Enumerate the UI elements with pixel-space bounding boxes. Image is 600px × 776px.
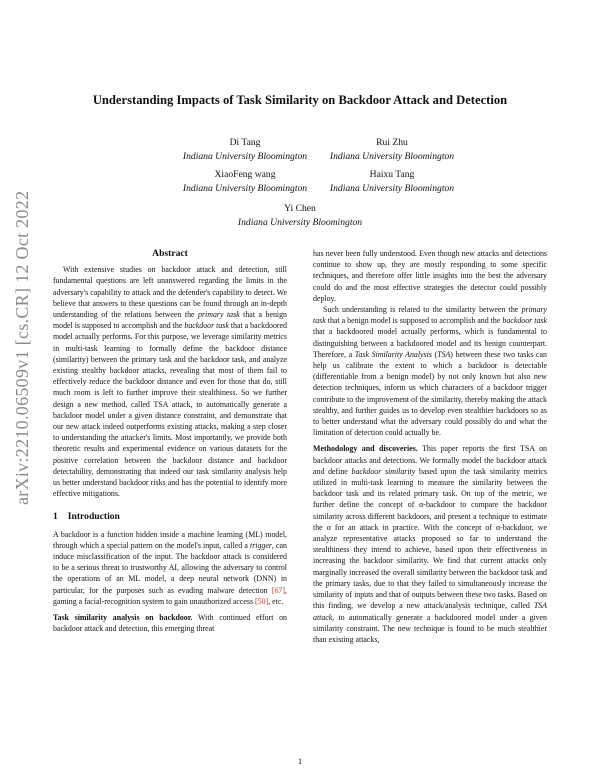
author-affiliation: Indiana University Bloomington [329, 151, 455, 162]
abstract-paragraph: With extensive studies on backdoor attack and detection, still fundamental questions are left unanswered regarding the limits in the adversary's capability to attack and the defender's capability to detect. We believe that answers to these questions can be found through an in-depth understanding of the relations between the primary task that a benign model is supposed to accomplish and the backdoor task that a backdoored model actually performs. For this purpose, we leverage similarity metrics in multi-task learning to formally define the backdoor distance (similarity) between the primary task and the backdoor task, and analyze existing stealthy backdoor attacks, revealing that most of them fail to effectively reduce the backdoor distance and even for those that do, still much room is left to further improve their stealthiness. So we further design a new method, called TSA attack, to automatically generate a backdoor model under a given distance constraint, and demonstrate that our new attack indeed outperforms existing attacks, making a step closer to understanding the attacker's limits. Most importantly, we provide both theoretic results and experimental evidence on various datasets for the positive correlation between the backdoor distance and backdoor detectability, demonstrating that indeed our task similarity analysis help us better understand backdoor risks and has the potential to identify more effective mitigations. [53, 265, 287, 499]
author-affiliation: Indiana University Bloomington [329, 183, 455, 194]
right-paragraph-1: has never been fully understood. Even though new attacks and detections continue to show up, they are mostly responding to some specific techniques, and therefore offer little insights into the best the adversary could do and the most effective strategies the detector could possibly deploy. [313, 249, 547, 303]
author-name: XiaoFeng wang [214, 169, 276, 180]
abstract-heading: Abstract [152, 248, 188, 259]
author-name: Haixu Tang [369, 169, 415, 180]
author-block-5 [200, 202, 400, 230]
author-affiliation: Indiana University Bloomington [182, 183, 308, 194]
author-affiliation: Indiana University Bloomington [237, 217, 363, 228]
left-column [53, 248, 287, 635]
right-column [313, 248, 547, 645]
citation-link[interactable]: [67] [271, 585, 286, 595]
section-heading-introduction: 1 Introduction [53, 511, 120, 523]
author-block-4 [292, 168, 492, 196]
citation-link[interactable]: [50] [255, 596, 269, 606]
author-name: Di Tang [229, 137, 261, 148]
arxiv-identifier-stamp: arXiv:2210.06509v1 [cs.CR] 12 Oct 2022 [12, 190, 32, 505]
paper-title: Understanding Impacts of Task Similarity on Backdoor Attack and Detection [92, 93, 508, 107]
right-paragraph-2: Such understanding is related to the similarity between the primary task that a benign model is supposed to accomplish and the backdoor task that a backdoored model actually performs, which is fundamental to distinguishing between a backdoored model and its benign counterpart. Therefore, a Task Similarity Analysis (TSA) between these two tasks can help us calibrate the extent to which a backdoor is detectable (differentiable from a benign model) by not only known but also new detection techniques, inform us which characters of a backdoor trigger contribute to the improvement of the similarity, thereby making the attack stealthy, and further guides us to develop even stealthier backdoors so as to better understand what the adversary could possibly do and what the limitation of detection could actually be. [313, 305, 547, 438]
intro-paragraph-2: Task similarity analysis on backdoor. With continued effort on backdoor attack and detection, this emerging threat [53, 613, 287, 634]
page-number: 1 [297, 756, 303, 766]
author-affiliation: Indiana University Bloomington [182, 151, 308, 162]
intro-paragraph-1: A backdoor is a function hidden inside a machine learning (ML) model, through which a special pattern on the model's input, called a trigger, can induce misclassification of the input. The backdoor attack is considered to be a serious threat to trustworthy AI, allowing the adversary to control the operations of an ML model, a deep neural network (DNN) in particular, for the purposes such as evading malware detection [67], gaming a facial-recognition system to gain unauthorized access [50], etc. [53, 529, 287, 606]
methodology-paragraph: Methodology and discoveries. This paper reports the first TSA on backdoor attacks and detections. We formally model the backdoor attack and define backdoor similarity based upon the task similarity metrics utilized in multi-task learning to measure the similarity between the backdoor task and its related primary task. On top of the metric, we further define the concept of α-backdoor to compare the backdoor similarity across different backdoors, and present a technique to estimate the α for an attack in practice. With the concept of α-backdoor, we analyze representative attacks proposed so far to understand the stealthiness they intend to achieve, based upon their effectiveness in increasing the backdoor similarity. We find that current attacks only marginally increased the overall similarity between the backdoor task and the primary tasks, due to that they failed to simultaneously increase the similarity of inputs and that of outputs between these two tasks. Based on this finding, we develop a new attack/analysis technique, called TSA attack, to automatically generate a backdoored model under a given similarity constraint. The new technique is found to be much stealthier than existing attacks, [313, 444, 547, 644]
author-name: Rui Zhu [376, 137, 408, 148]
author-name: Yi Chen [284, 203, 316, 214]
author-block-2 [292, 136, 492, 164]
